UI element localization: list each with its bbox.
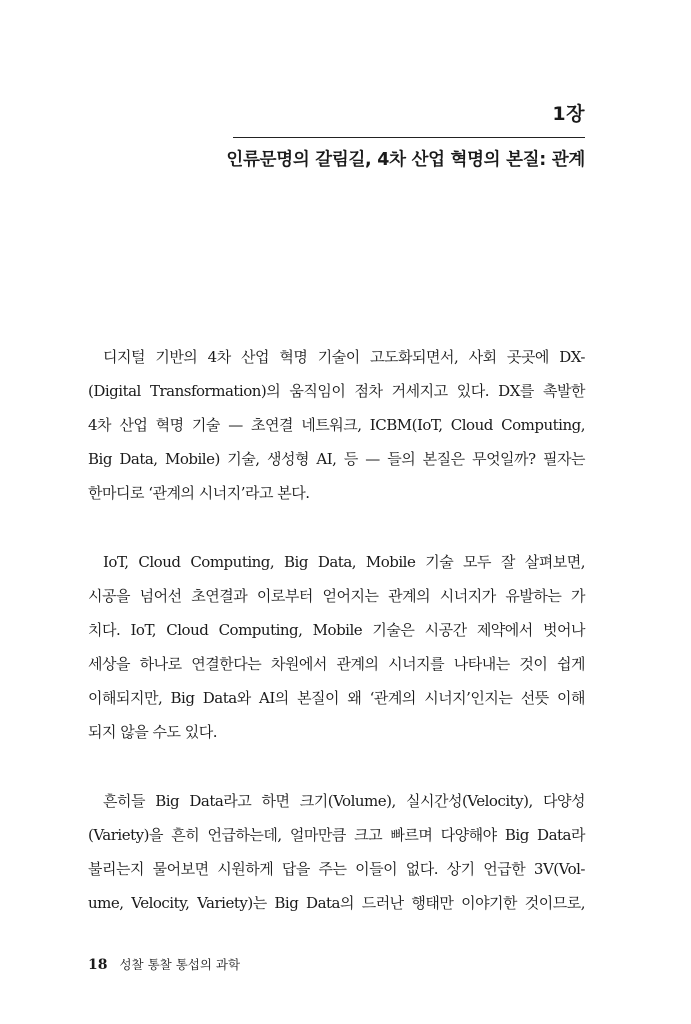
body-text [88, 340, 585, 955]
book-title: 성찰 통찰 통섭의 과학 [119, 957, 241, 972]
chapter-label: 1장 [552, 103, 585, 125]
text-line: 되지 않을 수도 있다. [88, 723, 217, 741]
text-line: 세상을 하나로 연결한다는 차원에서 관계의 시너지를 나타내는 것이 쉽게 [88, 655, 585, 673]
text-line: 한마디로 ‘관계의 시너지’라고 본다. [88, 484, 310, 502]
text-line: (Variety)을 흔히 언급하는데, 얼마만큼 크고 빠르며 다양해야 Big Data라 [88, 826, 585, 844]
text-line: Big Data, Mobile) 기술, 생성형 AI, 등 — 들의 본질은 무엇일까? 필자는 [88, 450, 585, 468]
text-line: (Digital Transformation)의 움직임이 점차 거세지고 있다. DX를 촉발한 [88, 382, 585, 400]
paragraph-2 [88, 545, 585, 749]
text-line: 불리는지 물어보면 시원하게 답을 주는 이들이 없다. 상기 언급한 3V(Vol- [88, 860, 585, 878]
chapter-title: 인류문명의 갈림길, 4차 산업 혁명의 본질: 관계 [226, 150, 585, 170]
paragraph-1 [88, 340, 585, 510]
paragraph-3 [88, 784, 585, 920]
text-line: 치다. IoT, Cloud Computing, Mobile 기술은 시공간 제약에서 벗어나 [88, 621, 585, 639]
text-line: 시공을 넘어선 초연결과 이로부터 얻어지는 관계의 시너지가 유발하는 가 [88, 587, 585, 605]
text-line: 디지털 기반의 4차 산업 혁명 기술이 고도화되면서, 사회 곳곳에 DX- [103, 348, 585, 366]
text-line: 흔히들 Big Data라고 하면 크기(Volume), 실시간성(Velocity), 다양성 [103, 792, 585, 810]
chapter-divider [233, 137, 585, 138]
text-line: 4차 산업 혁명 기술 — 초연결 네트워크, ICBM(IoT, Cloud Computing, [88, 416, 585, 434]
page-number: 18 [88, 957, 108, 973]
text-line: ume, Velocity, Variety)는 Big Data의 드러난 행태만 이야기한 것이므로, [88, 894, 585, 912]
page-footer [88, 955, 240, 973]
text-line: IoT, Cloud Computing, Big Data, Mobile 기술 모두 잘 살펴보면, [103, 553, 585, 571]
text-line: 이해되지만, Big Data와 AI의 본질이 왜 ‘관계의 시너지’인지는 선뜻 이해 [88, 689, 585, 707]
